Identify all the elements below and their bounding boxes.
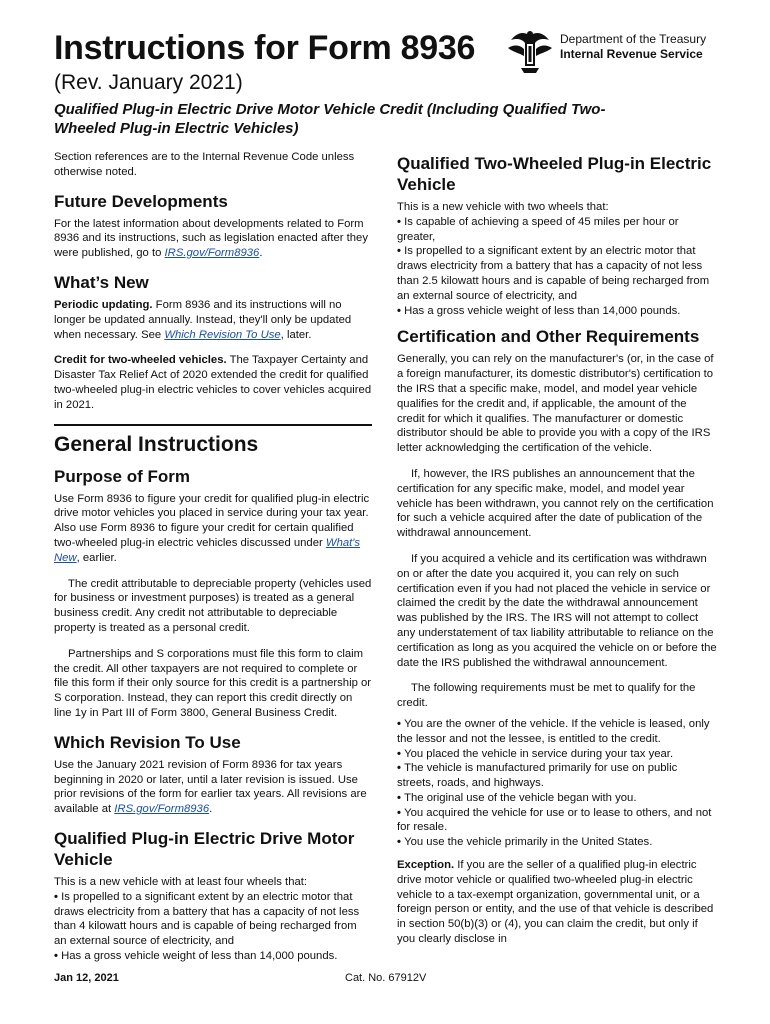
- credit-two-wheeled-text: [54, 353, 372, 412]
- future-end: .: [259, 247, 263, 260]
- footer-date: Jan 12, 2021: [54, 972, 119, 984]
- list-item: • You use the vehicle primarily in the United States.: [397, 835, 717, 850]
- revision-end: .: [209, 803, 213, 816]
- future-developments-heading: Future Developments: [54, 191, 228, 211]
- right-column: [397, 150, 717, 958]
- future-text: For the latest information about developments related to Form 8936 and its instructions, such as legislation enacted after they were published, go to: [54, 217, 368, 260]
- periodic-body: Form 8936 and its instructions will no longer be updated annually. Instead, they'll only be updated when necessary. See: [54, 298, 352, 341]
- list-item: • Has a gross vehicle weight of less than 14,000 pounds.: [54, 949, 372, 964]
- certification-paragraph-4: The following requirements must be met to qualify for the credit.: [397, 682, 696, 710]
- intro-text: Section references are to the Internal Revenue Code unless otherwise noted.: [54, 151, 355, 178]
- general-instructions-heading: General Instructions: [54, 432, 259, 456]
- credit-body: The Taxpayer Certainty and Disaster Tax Relief Act of 2020 extended the credit for qualified two-wheeled plug-in electric vehicles to cover vehicles acquired in 2021.: [54, 354, 372, 411]
- future-developments-text: [54, 217, 372, 261]
- exception-paragraph: [397, 858, 717, 947]
- list-item: • Is capable of achieving a speed of 45 miles per hour or greater,: [397, 215, 717, 245]
- which-revision-link[interactable]: Which Revision To Use: [164, 328, 281, 341]
- whats-new-heading: What’s New: [54, 272, 149, 292]
- periodic-end: , later.: [280, 328, 312, 341]
- agency-block: [560, 32, 706, 62]
- certification-paragraph-3: If you acquired a vehicle and its certification was withdrawn on or after the date you acquired it, you can rely on such certification even if you had not placed the vehicle in service or claimed the credit by the date the withdrawal announcement was published by the IRS. The IRS will not attempt to collect any understatement of tax liability attributable to reliance on the certification as long as you acquired the vehicle on or before the date the IRS published the withdrawal announcement.: [397, 552, 717, 669]
- credit-lead: Credit for two-wheeled vehicles.: [54, 354, 227, 367]
- section-divider: [54, 424, 372, 426]
- irs-eagle-logo-icon: [505, 26, 555, 76]
- list-item: • Is propelled to a significant extent by an electric motor that draws electricity from a battery that has a capacity of not less than 2.5 kilowatt hours and is capable of being recharged from an external source of electricity, and: [397, 244, 717, 303]
- purpose-p1-text: Use Form 8936 to figure your credit for qualified plug-in electric drive motor vehicles you placed in service during your tax year. Also use Form 8936 to figure your credit for certain qualified two-wheeled plug-in electric vehicles discussed under: [54, 492, 370, 549]
- list-item: • Is propelled to a significant extent by an electric motor that draws electricity from a battery that has a capacity of not less than 4 kilowatt hours and is capable of being recharged from an external source of electricity, and: [54, 890, 372, 949]
- revision-body: Use the January 2021 revision of Form 8936 for tax years beginning in 2020 or later, until a later revision is issued. Use prior revisions of the form for earlier tax years. All revisions are available at: [54, 758, 367, 816]
- two-wheeled-requirements-list: [397, 215, 717, 319]
- list-item: • You acquired the vehicle for use or to lease to others, and not for resale.: [397, 806, 717, 836]
- certification-heading: Certification and Other Requirements: [397, 327, 700, 347]
- exception-body: If you are the seller of a qualified plug-in electric drive motor vehicle or qualified two-wheeled plug-in electric vehicle to a tax-exempt organization, governmental unit, or a foreign person or entity, and the use of that vehicle is described in section 50(b)(3) or (4), you can claim the credit, but only if you clearly disclose in: [397, 859, 714, 946]
- purpose-heading: Purpose of Form: [54, 466, 191, 486]
- purpose-p1-end: , earlier.: [76, 551, 117, 564]
- list-item: • You placed the vehicle in service during your tax year.: [397, 747, 717, 762]
- page-title: Instructions for Form 8936: [54, 29, 476, 67]
- purpose-paragraph-2: The credit attributable to depreciable property (vehicles used for business or investment purposes) is treated as a general business credit. Any credit not attributable to depreciable property is treated as a personal credit.: [54, 577, 372, 634]
- vehicle-intro: This is a new vehicle with at least four wheels that:: [54, 875, 308, 888]
- qualification-requirements-list: [397, 717, 717, 850]
- form-subtitle: Qualified Plug-in Electric Drive Motor Vehicle Credit (Including Qualified Two-Wheeled Plug-in Electric Vehicles): [54, 101, 606, 137]
- periodic-updating-text: [54, 298, 372, 342]
- revision-date: (Rev. January 2021): [54, 71, 243, 94]
- irs-form8936-link[interactable]: IRS.gov/Form8936: [164, 247, 260, 260]
- list-item: • You are the owner of the vehicle. If the vehicle is leased, only the lessor and not the lessee, is entitled to the credit.: [397, 717, 717, 747]
- qualified-vehicle-heading: Qualified Plug-in Electric Drive Motor Vehicle: [54, 828, 355, 869]
- which-revision-heading: Which Revision To Use: [54, 732, 241, 752]
- list-item: • The vehicle is manufactured primarily for use on public streets, roads, and highways.: [397, 761, 717, 791]
- two-wheeled-intro: This is a new vehicle with two wheels that:: [397, 201, 609, 213]
- purpose-paragraph-3: Partnerships and S corporations must file this form to claim the credit. All other taxpayers are not required to complete or file this form if their only source for this credit is a partnership or S corporation. Instead, they can report this credit directly on line 1y in Part III of Form 3800, General Business Credit.: [54, 647, 372, 719]
- list-item: • The original use of the vehicle began with you.: [397, 791, 717, 806]
- certification-paragraph-2: If, however, the IRS publishes an announcement that the certification for any specific make, model, and model year vehicle has been withdrawn, you cannot rely on the certification for such a vehicle acquired after the date of publication of the withdrawal announcement.: [397, 467, 714, 540]
- agency-department: Department of the Treasury: [560, 32, 707, 46]
- irs-form8936-link-2[interactable]: IRS.gov/Form8936: [114, 803, 210, 816]
- left-column: [54, 150, 372, 972]
- purpose-paragraph-1: [54, 492, 372, 566]
- periodic-lead: Periodic updating.: [54, 298, 153, 311]
- which-revision-text: [54, 758, 372, 817]
- agency-service: Internal Revenue Service: [560, 47, 703, 61]
- list-item: • Has a gross vehicle weight of less than 14,000 pounds.: [397, 304, 717, 319]
- certification-paragraph-1: Generally, you can rely on the manufacturer's (or, in the case of a foreign manufacturer, its domestic distributor's) certification to the IRS that a specific make, model, and model year vehicle qualifies for the credit and, if applicable, the amount of the credit for which it qualifies. The manufacturer or domestic distributor should be able to provide you with a copy of the IRS letter acknowledging the certification of the vehicle.: [397, 353, 714, 455]
- whats-new-link[interactable]: What's New: [54, 536, 361, 564]
- vehicle-requirements-list: [54, 890, 372, 964]
- two-wheeled-heading: Qualified Two-Wheeled Plug-in Electric Vehicle: [397, 154, 712, 194]
- exception-lead: Exception.: [397, 859, 455, 872]
- catalog-number: Cat. No. 67912V: [345, 972, 427, 984]
